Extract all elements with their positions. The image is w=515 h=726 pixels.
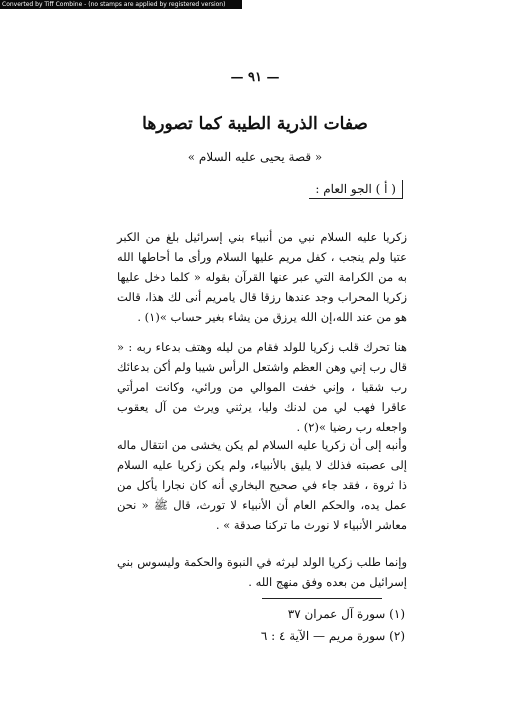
paragraph-2: هنا تحرك قلب زكريا للولد فقام من ليله وهتف بدعاء ربه : « قال رب إني وهن العظم واشتعل الرأس شيبا ولم أكن بدعائك رب شقيا ، وإني خفت الموالي من ورائي، وكانت امرأتي عاقرا فهب لي من لدنك وليا، يرثني ويرث من آل يعقوب واجعله رب رضيا »(٢) . — [117, 339, 407, 434]
footnotes — [225, 603, 405, 647]
footnote-1: (١) سورة آل عمران ٣٧ — [287, 607, 405, 621]
subtitle: « قصة يحيى عليه السلام » — [187, 150, 323, 164]
paragraph-3: وأنبه إلى أن زكريا عليه السلام لم يكن يخشى من انتقال ماله إلى عصبته فذلك لا يليق بالأنبياء، ولم يكن زكريا عليه السلام ذا ثروة ، فقد جاء في صحيح البخاري أنه كان نجارا يأكل من عمل يده، والحكم العام أن الأنبياء لا تورث، قال ﷺ « نحن معاشر الأنبياء لا نورث ما تركنا صدقة » . — [117, 437, 407, 532]
footnote-2: (٢) سورة مريم — الآية ٤ : ٦ — [260, 629, 405, 643]
page-title: صفات الذرية الطيبة كما تصورها — [142, 114, 368, 134]
section-heading: ( أ ) الجو العام : — [309, 180, 403, 199]
page-number: — ٩١ — — [230, 70, 280, 85]
footnote-divider — [262, 598, 382, 599]
converter-banner: Converted by Tiff Combine - (no stamps are applied by registered version) — [0, 0, 242, 9]
paragraph-1: زكريا عليه السلام نبي من أنبياء بني إسرائيل بلغ من الكبر عتيا ولم ينجب ، كفل مريم عليها السلام ورأى ما أحاطها الله به من الكرامة التي عبر عنها القرآن بقوله « كلما دخل عليها زكريا المحراب وجد عندها رزقا قال يامريم أنى لك هذا، قالت هو من عند الله،إن الله يرزق من يشاء بغير حساب »(١) . — [117, 229, 407, 324]
paragraph-4: وإنما طلب زكريا الولد ليرثه في النبوة والحكمة وليسوس بني إسرائيل من بعده وفق منهج الله . — [117, 554, 407, 589]
